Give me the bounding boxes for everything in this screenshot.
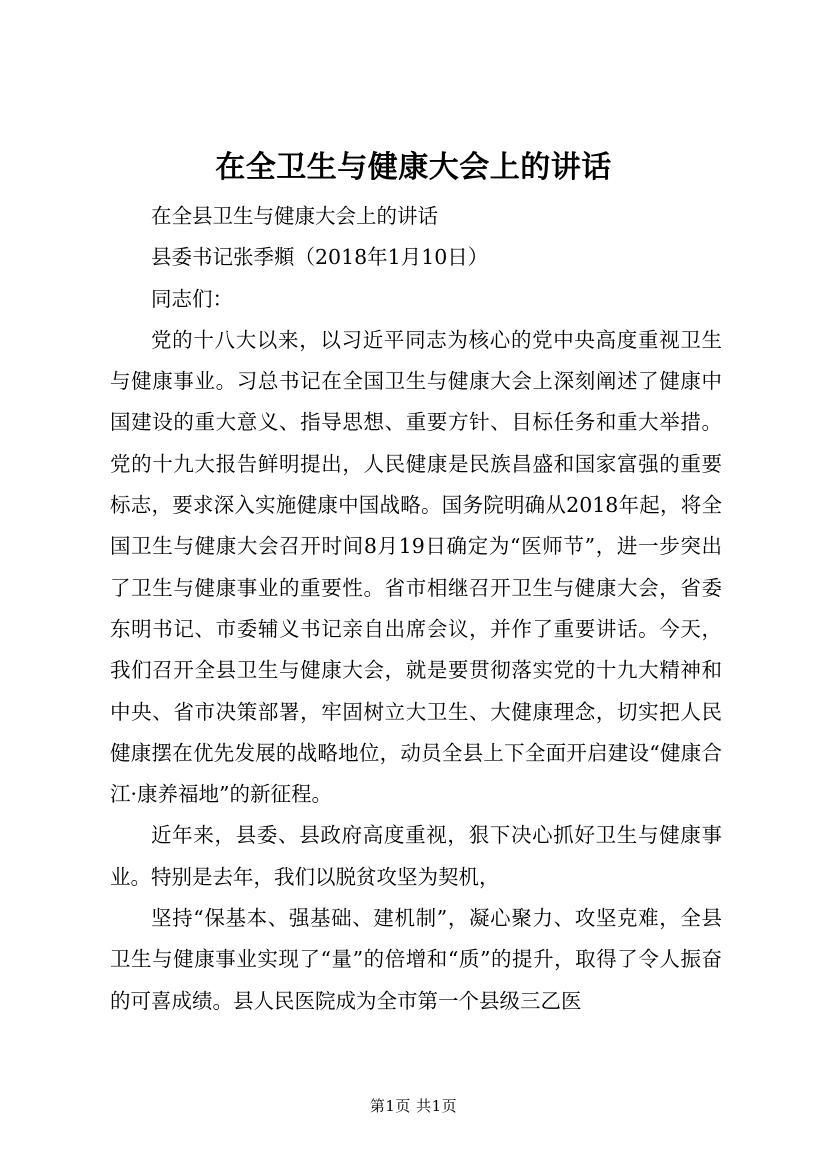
body-paragraph: 党的十八大以来，以习近平同志为核心的党中央高度重视卫生与健康事业。习总书记在全国卫生与健康大会上深刻阐述了健康中国建设的重大意义、指导思想、重要方针、目标任务和重大举措。党的十九大报告鲜明提出，人民健康是民族昌盛和国家富强的重要标志，要求深入实施健康中国战略。国务院明确从2018年起，将全国卫生与健康大会召开时间8月19日确定为“医师节”，进一步突出了卫生与健康事业的重要性。省市相继召开卫生与健康大会，省委东明书记、市委辅义书记亲自出席会议，并作了重要讲话。今天，我们召开全县卫生与健康大会，就是要贯彻落实党的十九大精神和中央、省市决策部署，牢固树立大卫生、大健康理念，切实把人民健康摆在优先发展的战略地位，动员全县上下全面开启建设“健康合江·康养福地”的新征程。 [110,327,722,807]
body-paragraph: 近年来，县委、县政府高度重视，狠下决心抓好卫生与健康事业。特别是去年，我们以脱贫攻坚为契机， [110,823,722,889]
page-number-footer: 第1页 共1页 [369,1097,458,1115]
document-title: 在全卫生与健康大会上的讲话 [215,150,612,185]
body-paragraph: 坚持“保基本、强基础、建机制”，凝心聚力、攻坚克难，全县卫生与健康事业实现了“量”的倍增和“质”的提升，取得了令人振奋的可喜成绩。县人民医院成为全市第一个县级三乙医 [110,906,722,1013]
subtitle-paragraph: 在全县卫生与健康大会上的讲话 [151,204,438,228]
author-date-paragraph: 县委书记张季頫（2018年1月10日） [151,245,489,270]
salutation-paragraph: 同志们： [151,286,233,311]
document-body [110,196,722,1022]
